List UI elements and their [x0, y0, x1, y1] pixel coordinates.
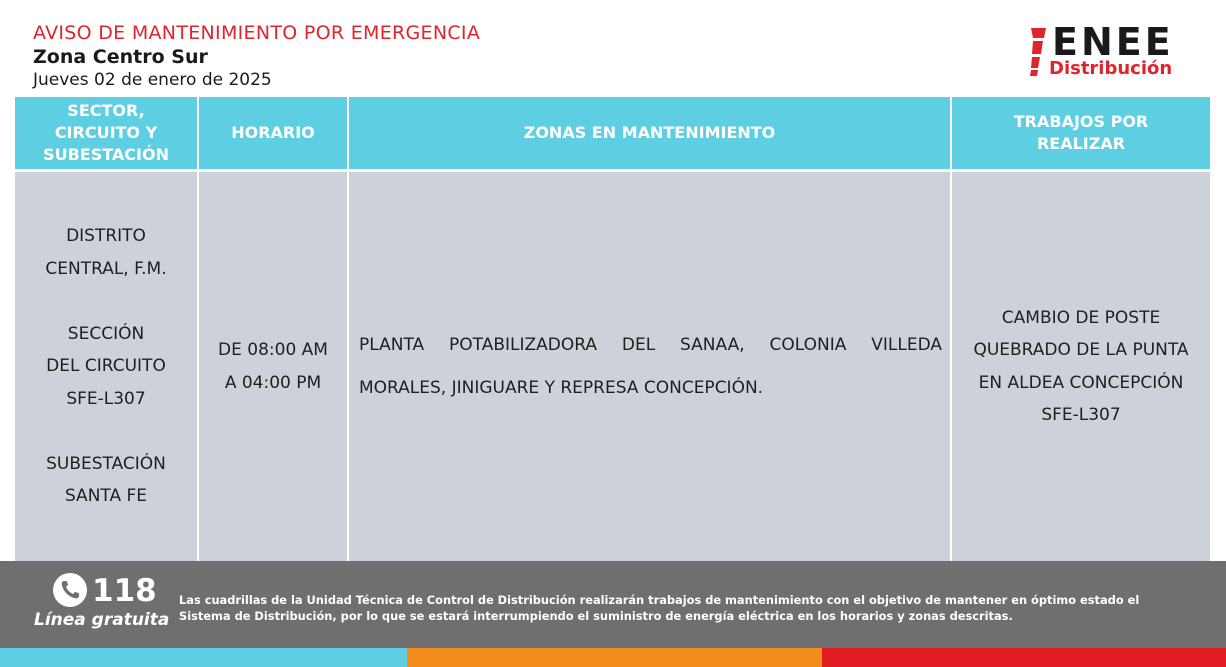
header-sector: [15, 97, 197, 169]
sector-spacer: [45, 415, 166, 448]
horario-line: DE 08:00 AM: [218, 340, 328, 360]
horario-line: A 04:00 PM: [224, 372, 322, 393]
footer-notice-line: Las cuadrillas de la Unidad Técnica de Control de Distribución realizarán trabajos de mantenimiento con el objetivo de mantener en óptimo estado el: [179, 593, 1140, 607]
sector-line: SUBESTACIÓN: [46, 453, 166, 474]
stripe-red: [822, 648, 1226, 667]
logo-wordmark: ENEE: [1052, 20, 1174, 64]
footer-bar: [0, 561, 1226, 648]
sector-line: SECCIÓN: [67, 323, 145, 344]
maintenance-table: [15, 97, 1210, 561]
cell-trabajos: [952, 172, 1210, 561]
notice-date: Jueves 02 de enero de 2025: [33, 70, 272, 90]
trabajos-line: EN ALDEA CONCEPCIÓN: [978, 372, 1184, 393]
header-trabajos-line: TRABAJOS POR: [1013, 112, 1149, 131]
column-trabajos: [952, 97, 1210, 561]
logo-subtitle: Distribución: [1049, 58, 1173, 79]
header-sector-line: SECTOR,: [67, 101, 145, 120]
cell-sector: [15, 172, 197, 561]
zone-name: Zona Centro Sur: [33, 46, 208, 68]
sector-spacer: [45, 285, 166, 318]
logo-mark-icon: [1029, 28, 1047, 78]
column-zonas: [349, 97, 950, 561]
sector-line: SFE-L307: [66, 388, 146, 409]
cell-zonas: [349, 172, 950, 561]
notice-header: [0, 0, 1226, 96]
footer-notice-line: Sistema de Distribución, por lo que se estará interrumpiendo el suministro de energía eléctrica en los horarios y zonas descritas.: [179, 608, 1013, 623]
sector-line: DEL CIRCUITO: [46, 356, 166, 377]
column-sector: [15, 97, 197, 561]
enee-logo: [1024, 20, 1204, 82]
trabajos-line: QUEBRADO DE LA PUNTA: [973, 340, 1189, 360]
phone-icon: [53, 573, 87, 607]
zonas-line: PLANTA POTABILIZADORA DEL SANAA, COLONIA VILLEDA: [359, 334, 942, 355]
sector-line: CENTRAL, F.M.: [45, 258, 167, 279]
zonas-line: MORALES, JINIGUARE Y REPRESA CONCEPCIÓN.: [359, 377, 764, 398]
header-zonas: ZONAS EN MANTENIMIENTO: [349, 97, 950, 169]
cell-horario: [199, 172, 347, 561]
notice-title: AVISO DE MANTENIMIENTO POR EMERGENCIA: [33, 22, 481, 44]
stripe-orange: [407, 648, 822, 667]
header-trabajos: [952, 97, 1210, 169]
header-horario: HORARIO: [199, 97, 347, 169]
footer-notice: [179, 593, 1214, 624]
sector-line: SANTA FE: [64, 486, 148, 507]
phone-label: Línea gratuita: [34, 610, 170, 630]
trabajos-line: SFE-L307: [1041, 405, 1121, 425]
header-trabajos-line: REALIZAR: [1036, 134, 1126, 153]
phone-number: 118: [92, 573, 157, 609]
trabajos-line: CAMBIO DE POSTE: [1001, 307, 1161, 328]
header-sector-line: SUBESTACIÓN: [43, 145, 169, 164]
stripe-cyan: [0, 648, 407, 667]
column-horario: [199, 97, 347, 561]
sector-line: DISTRITO: [66, 226, 146, 247]
header-sector-line: CIRCUITO Y: [54, 123, 158, 142]
